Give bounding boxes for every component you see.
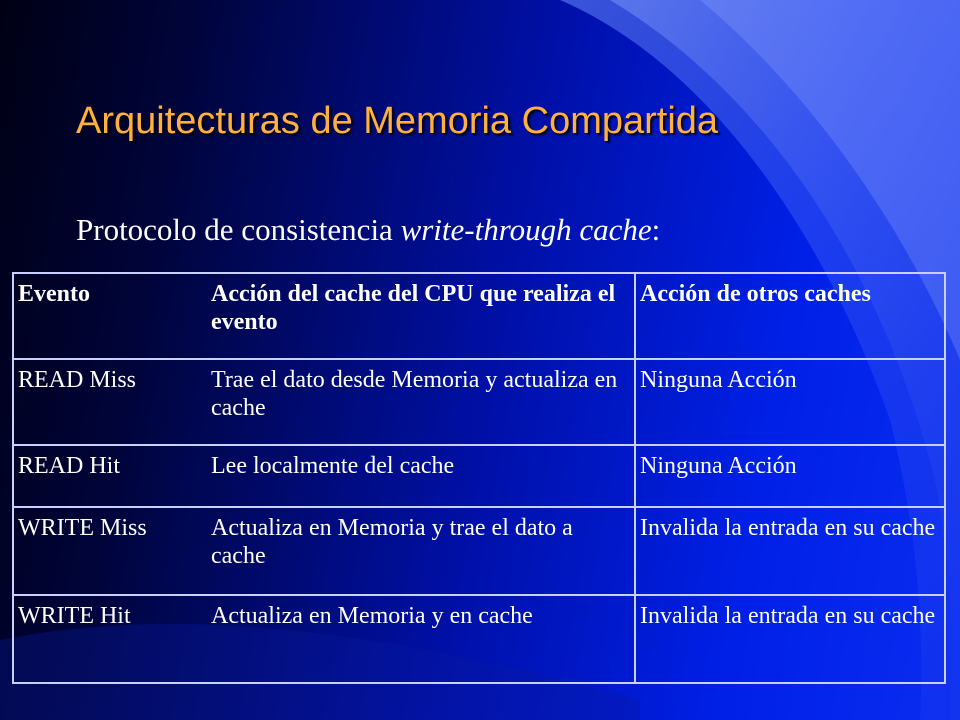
table-cell: Invalida la entrada en su cache <box>635 595 945 683</box>
table-row <box>13 507 945 595</box>
table-cell: WRITE Miss <box>13 507 207 595</box>
table-cell: Actualiza en Memoria y en cache <box>207 595 635 683</box>
table-header-row <box>13 273 945 359</box>
table-cell: Ninguna Acción <box>635 359 945 445</box>
table-cell: Ninguna Acción <box>635 445 945 507</box>
protocol-table <box>12 272 946 684</box>
table-cell: Trae el dato desde Memoria y actualiza en cache <box>207 359 635 445</box>
table-row <box>13 359 945 445</box>
subtitle-italic: write-through cache <box>400 212 652 247</box>
table-cell: Invalida la entrada en su cache <box>635 507 945 595</box>
table-cell: WRITE Hit <box>13 595 207 683</box>
table-cell: READ Miss <box>13 359 207 445</box>
table-row <box>13 445 945 507</box>
header-evento: Evento <box>18 281 90 307</box>
slide-title: Arquitecturas de Memoria Compartida <box>76 100 719 142</box>
table-cell: Actualiza en Memoria y trae el dato a cache <box>207 507 635 595</box>
table-cell: READ Hit <box>13 445 207 507</box>
table-row <box>13 595 945 683</box>
header-accion-cpu: Acción del cache del CPU que realiza el evento <box>211 281 616 335</box>
subtitle-prefix: Protocolo de consistencia <box>76 212 401 247</box>
subtitle-suffix: : <box>651 212 661 247</box>
slide-subtitle <box>76 212 660 248</box>
header-accion-otros: Acción de otros caches <box>635 273 945 359</box>
table-cell: Lee localmente del cache <box>207 445 635 507</box>
